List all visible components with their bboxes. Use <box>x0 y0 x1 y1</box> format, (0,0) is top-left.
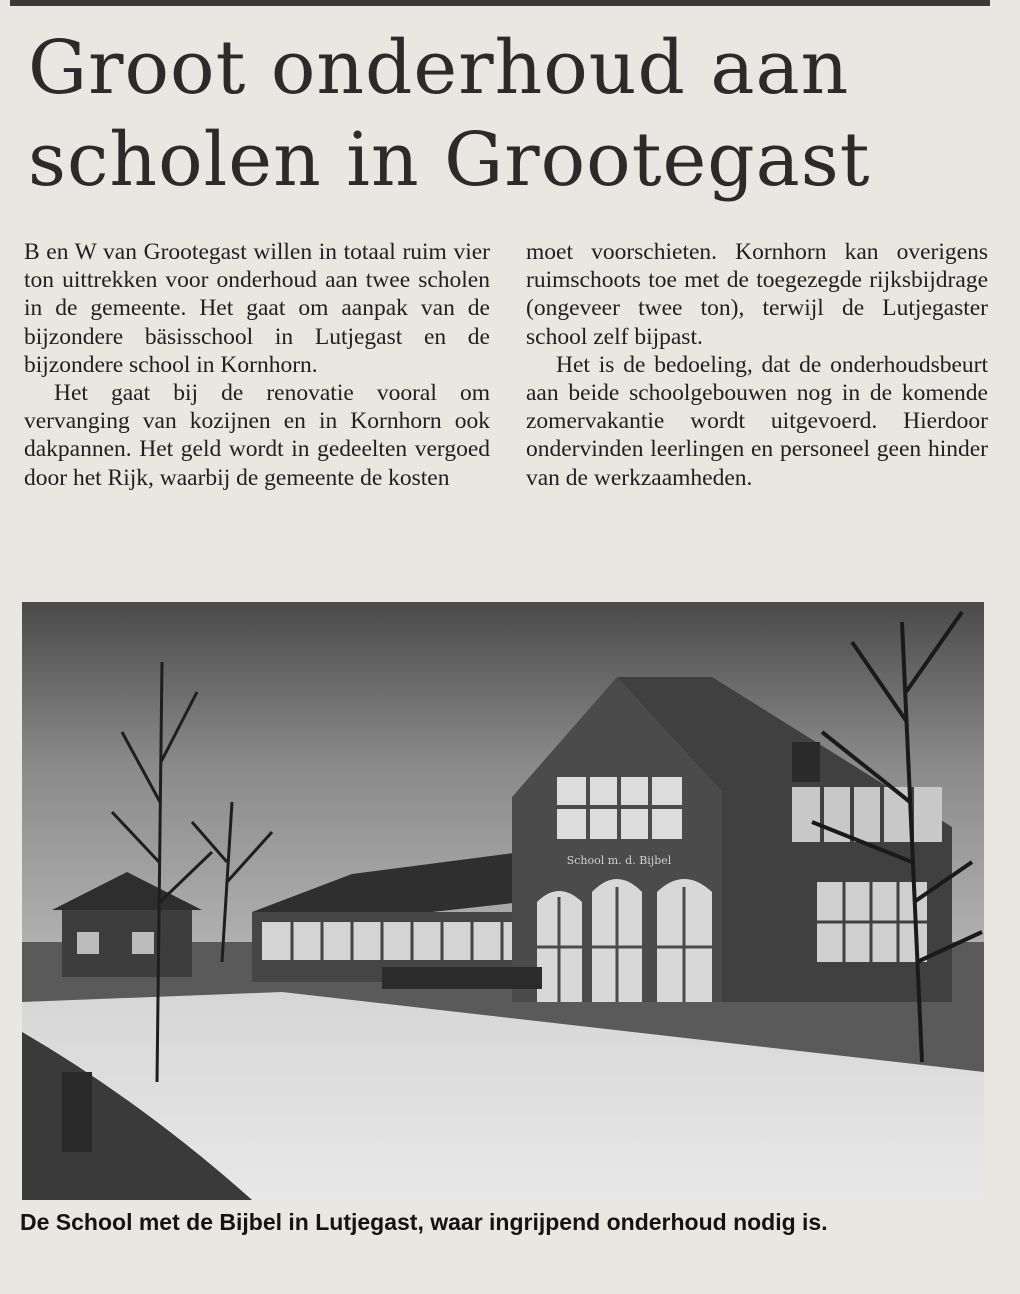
school-sign: School m. d. Bijbel <box>566 854 672 867</box>
article-paragraph-2: Het gaat bij de renovatie vooral om vervanging van kozijnen en in Kornhorn ook dakpannen. Het geld wordt in gedeelten vergoed door het Rijk, waarbij de gemeente de kosten <box>24 380 490 491</box>
school-photo <box>22 602 984 1200</box>
article-column-right <box>526 238 988 492</box>
hedge <box>382 967 542 989</box>
headline <box>28 22 988 206</box>
article-column-left <box>24 238 490 492</box>
article-paragraph-4: Het is de bedoeling, dat de onderhoudsbeurt aan beide schoolgebouwen nog in de komende zomervakantie wordt uitgevoerd. Hierdoor ondervinden leerlingen en personeel geen hinder van de werkzaamheden. <box>526 351 988 491</box>
article-paragraph-3: moet voorschieten. Kornhorn kan overigens ruimschoots toe met de toegezegde rijksbijdrage (ongeveer twee ton), terwijl de Lutjegaster school zelf bijpast. <box>526 239 988 350</box>
headline-line-1: Groot onderhoud aan <box>28 25 850 111</box>
article-paragraph-1: B en W van Grootegast willen in totaal ruim vier ton uittrekken voor onderhoud aan twee scholen in de gemeente. Het gaat om aanpak van de bijzondere bäsisschool in Lutjegast en de bijzondere school in Kornhorn. <box>24 239 490 378</box>
headline-line-2: scholen in Grootegast <box>28 117 871 203</box>
post <box>62 1072 92 1152</box>
top-rule <box>10 0 990 6</box>
photo-caption: De School met de Bijbel in Lutjegast, waar ingrijpend onderhoud nodig is. <box>20 1209 828 1235</box>
